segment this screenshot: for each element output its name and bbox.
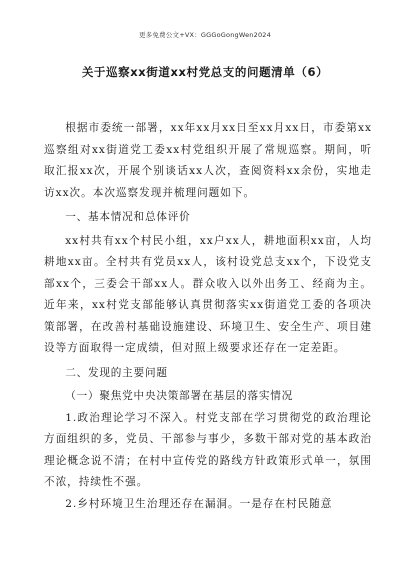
document-title: 关于巡察xx街道xx村党总支的问题清单（6） [81, 65, 329, 79]
issue-2-paragraph: 2.乡村环境卫生治理还存在漏洞。一是存在村民随意 [65, 497, 333, 510]
issue-1-paragraph: 1.政治理论学习不深入。村党支部在学习贯彻党的政治理论方面组织的多，党员、干部参与事少，多数干部对党的基本政治理论概念说不清；在村中宣传党的路线方针政策形式单一，氛围不浓，持续性不强。 [44, 411, 372, 488]
section-heading-2: 二、发现的主要问题 [65, 366, 168, 379]
document-body [44, 118, 372, 515]
intro-paragraph: 根据市委统一部署，xx年xx月xx日至xx月xx日，市委第xx巡察组对xx街道党工委xx村党组织开展了常规巡察。期间，听取汇报xx次，开展个别谈话xx人次，查阅资料xx余份，实地走访xx次。本次巡察发现并梳理问题如下。 [44, 122, 372, 199]
basic-situation-paragraph: xx村共有xx个村民小组，xx户xx人，耕地面积xx亩，人均耕地xx亩。全村共有党员xx人，该村设党总支xx个，下设党支部xx个，三委会干部xx人。群众收入以外出务工、经商为主。近年来，xx村党支部能够认真贯彻落实xx街道党工委的各项决策部署，在改善村基础设施建设、环境卫生、安全生产、项目建设等方面取得一定成绩，但对照上级要求还存在一定差距。 [44, 234, 372, 354]
page-header: 更多免费公文+VX：GGGoGongWen2024 [139, 31, 271, 39]
section-heading-1: 一、基本情况和总体评价 [65, 211, 191, 223]
subsection-heading-1: （一）聚焦党中央决策部署在基层的落实情况 [65, 390, 294, 402]
